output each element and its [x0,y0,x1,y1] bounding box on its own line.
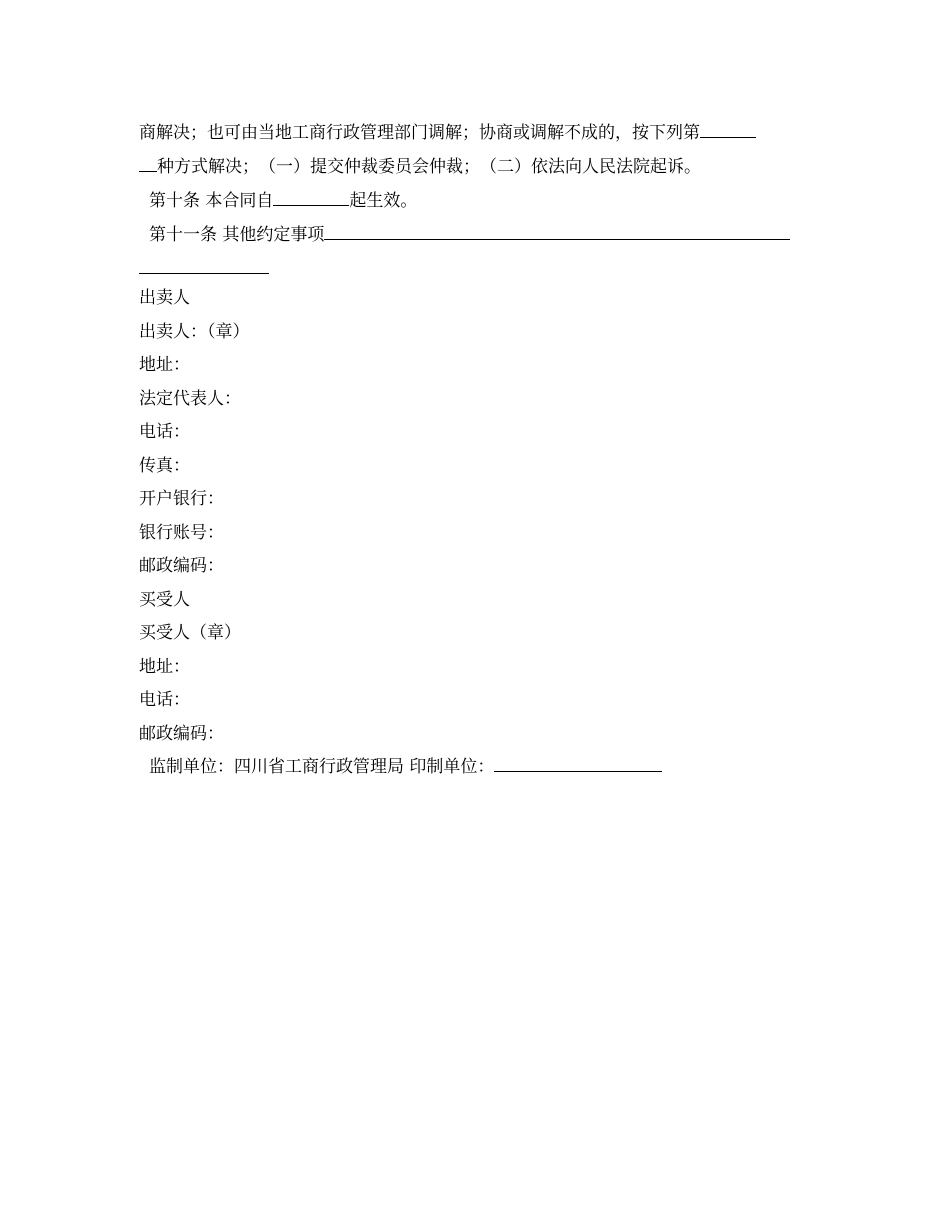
clause-10-prefix: 第十条 本合同自 [149,191,274,211]
dispute-method-blank-start [139,154,157,172]
clause-9-line-2 [139,150,813,184]
buyer-address: 地址： [139,656,190,677]
clause-10 [139,184,813,218]
clause-10-suffix: 起生效。 [349,191,418,211]
seller-section [139,282,813,584]
contract-page [139,116,813,785]
seller-postcode: 邮政编码： [139,556,224,576]
seller-seal: 出卖人：（章） [139,321,250,342]
clause-11 [139,218,813,252]
seller-fax: 传真： [139,455,190,476]
clause-11-label: 第十一条 其他约定事项 [149,225,325,245]
seller-bank: 开户银行： [139,489,224,509]
buyer-phone: 电话： [139,690,190,710]
seller-legal-rep: 法定代表人： [139,388,241,409]
footer-line [139,751,813,785]
seller-heading: 出卖人 [139,288,190,308]
clause-9-continued [139,116,813,184]
seller-phone: 电话： [139,422,190,442]
other-terms-blank [324,222,790,240]
clause-11-continued [139,252,813,282]
footer-section [139,751,813,785]
footer-supervisor: 监制单位：四川省工商行政管理局 印制单位： [149,757,495,777]
other-terms-blank-continued [139,256,269,274]
clause-9-line-2-text: 种方式解决； （一）提交仲裁委员会仲裁； （二）依法向人民法院起诉。 [157,157,701,177]
clause-9-line-1-text: 商解决；也可由当地工商行政管理部门调解；协商或调解不成的，按下列第 [139,123,700,143]
dispute-method-blank-end [700,120,756,138]
seller-address: 地址： [139,355,190,375]
buyer-section [139,584,813,752]
printer-blank [494,754,662,772]
seller-account: 银行账号： [139,522,224,543]
effective-date-blank [273,188,349,206]
clause-9-line-1 [139,116,813,150]
buyer-seal: 买受人（章） [139,623,241,643]
buyer-postcode: 邮政编码： [139,723,224,744]
buyer-heading: 买受人 [139,589,190,610]
